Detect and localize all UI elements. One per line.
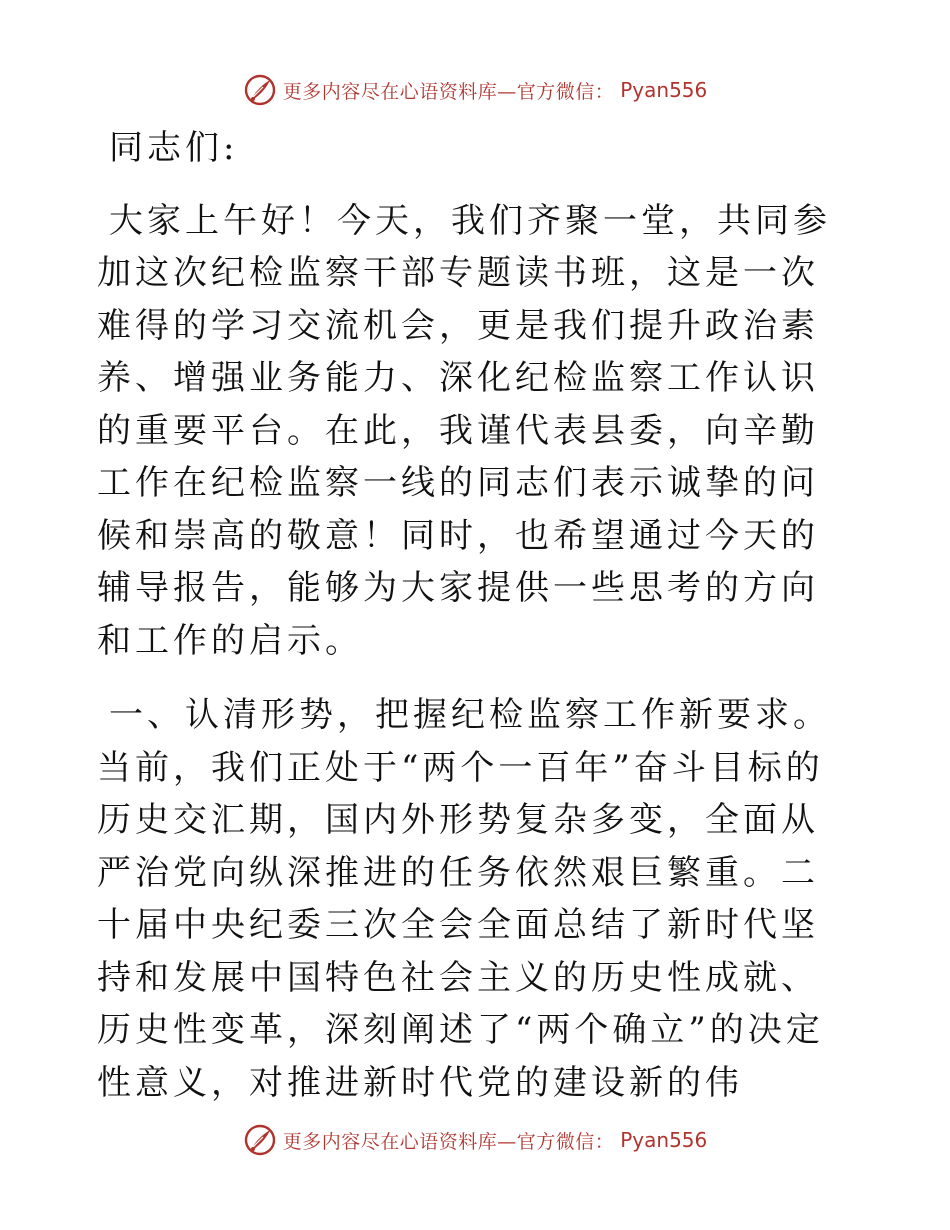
salutation: 同志们:: [109, 128, 239, 168]
document-body: [97, 122, 853, 1109]
quill-pen-logo-icon: [243, 1123, 277, 1157]
watermark-text: 更多内容尽在心语资料库—官方微信：: [282, 80, 615, 103]
footer-watermark: [0, 1120, 950, 1160]
watermark-text: 更多内容尽在心语资料库—官方微信：: [282, 1130, 615, 1153]
paragraph-section-one: 一、认清形势，把握纪检监察工作新要求。当前，我们正处于“两个一百年”奋斗目标的历史交汇期，国内外形势复杂多变，全面从严治党向纵深推进的任务依然艰巨繁重。二十届中央纪委三次全会全面总结了新时代坚持和发展中国特色社会主义的历史性成就、历史性变革，深刻阐述了“两个确立”的决定性意义，对推进新时代党的建设新的伟: [97, 695, 831, 1103]
watermark-handle: Pyan556: [620, 1128, 708, 1152]
quill-pen-logo-icon: [243, 73, 277, 107]
header-watermark: [0, 70, 950, 110]
paragraph-opening: 大家上午好！今天，我们齐聚一堂，共同参加这次纪检监察干部专题读书班，这是一次难得的学习交流机会，更是我们提升政治素养、增强业务能力、深化纪检监察工作认识的重要平台。在此，我谨代表县委，向辛勤工作在纪检监察一线的同志们表示诚挚的问候和崇高的敬意！同时，也希望通过今天的辅导报告，能够为大家提供一些思考的方向和工作的启示。: [97, 200, 831, 661]
watermark-handle: Pyan556: [620, 78, 708, 102]
